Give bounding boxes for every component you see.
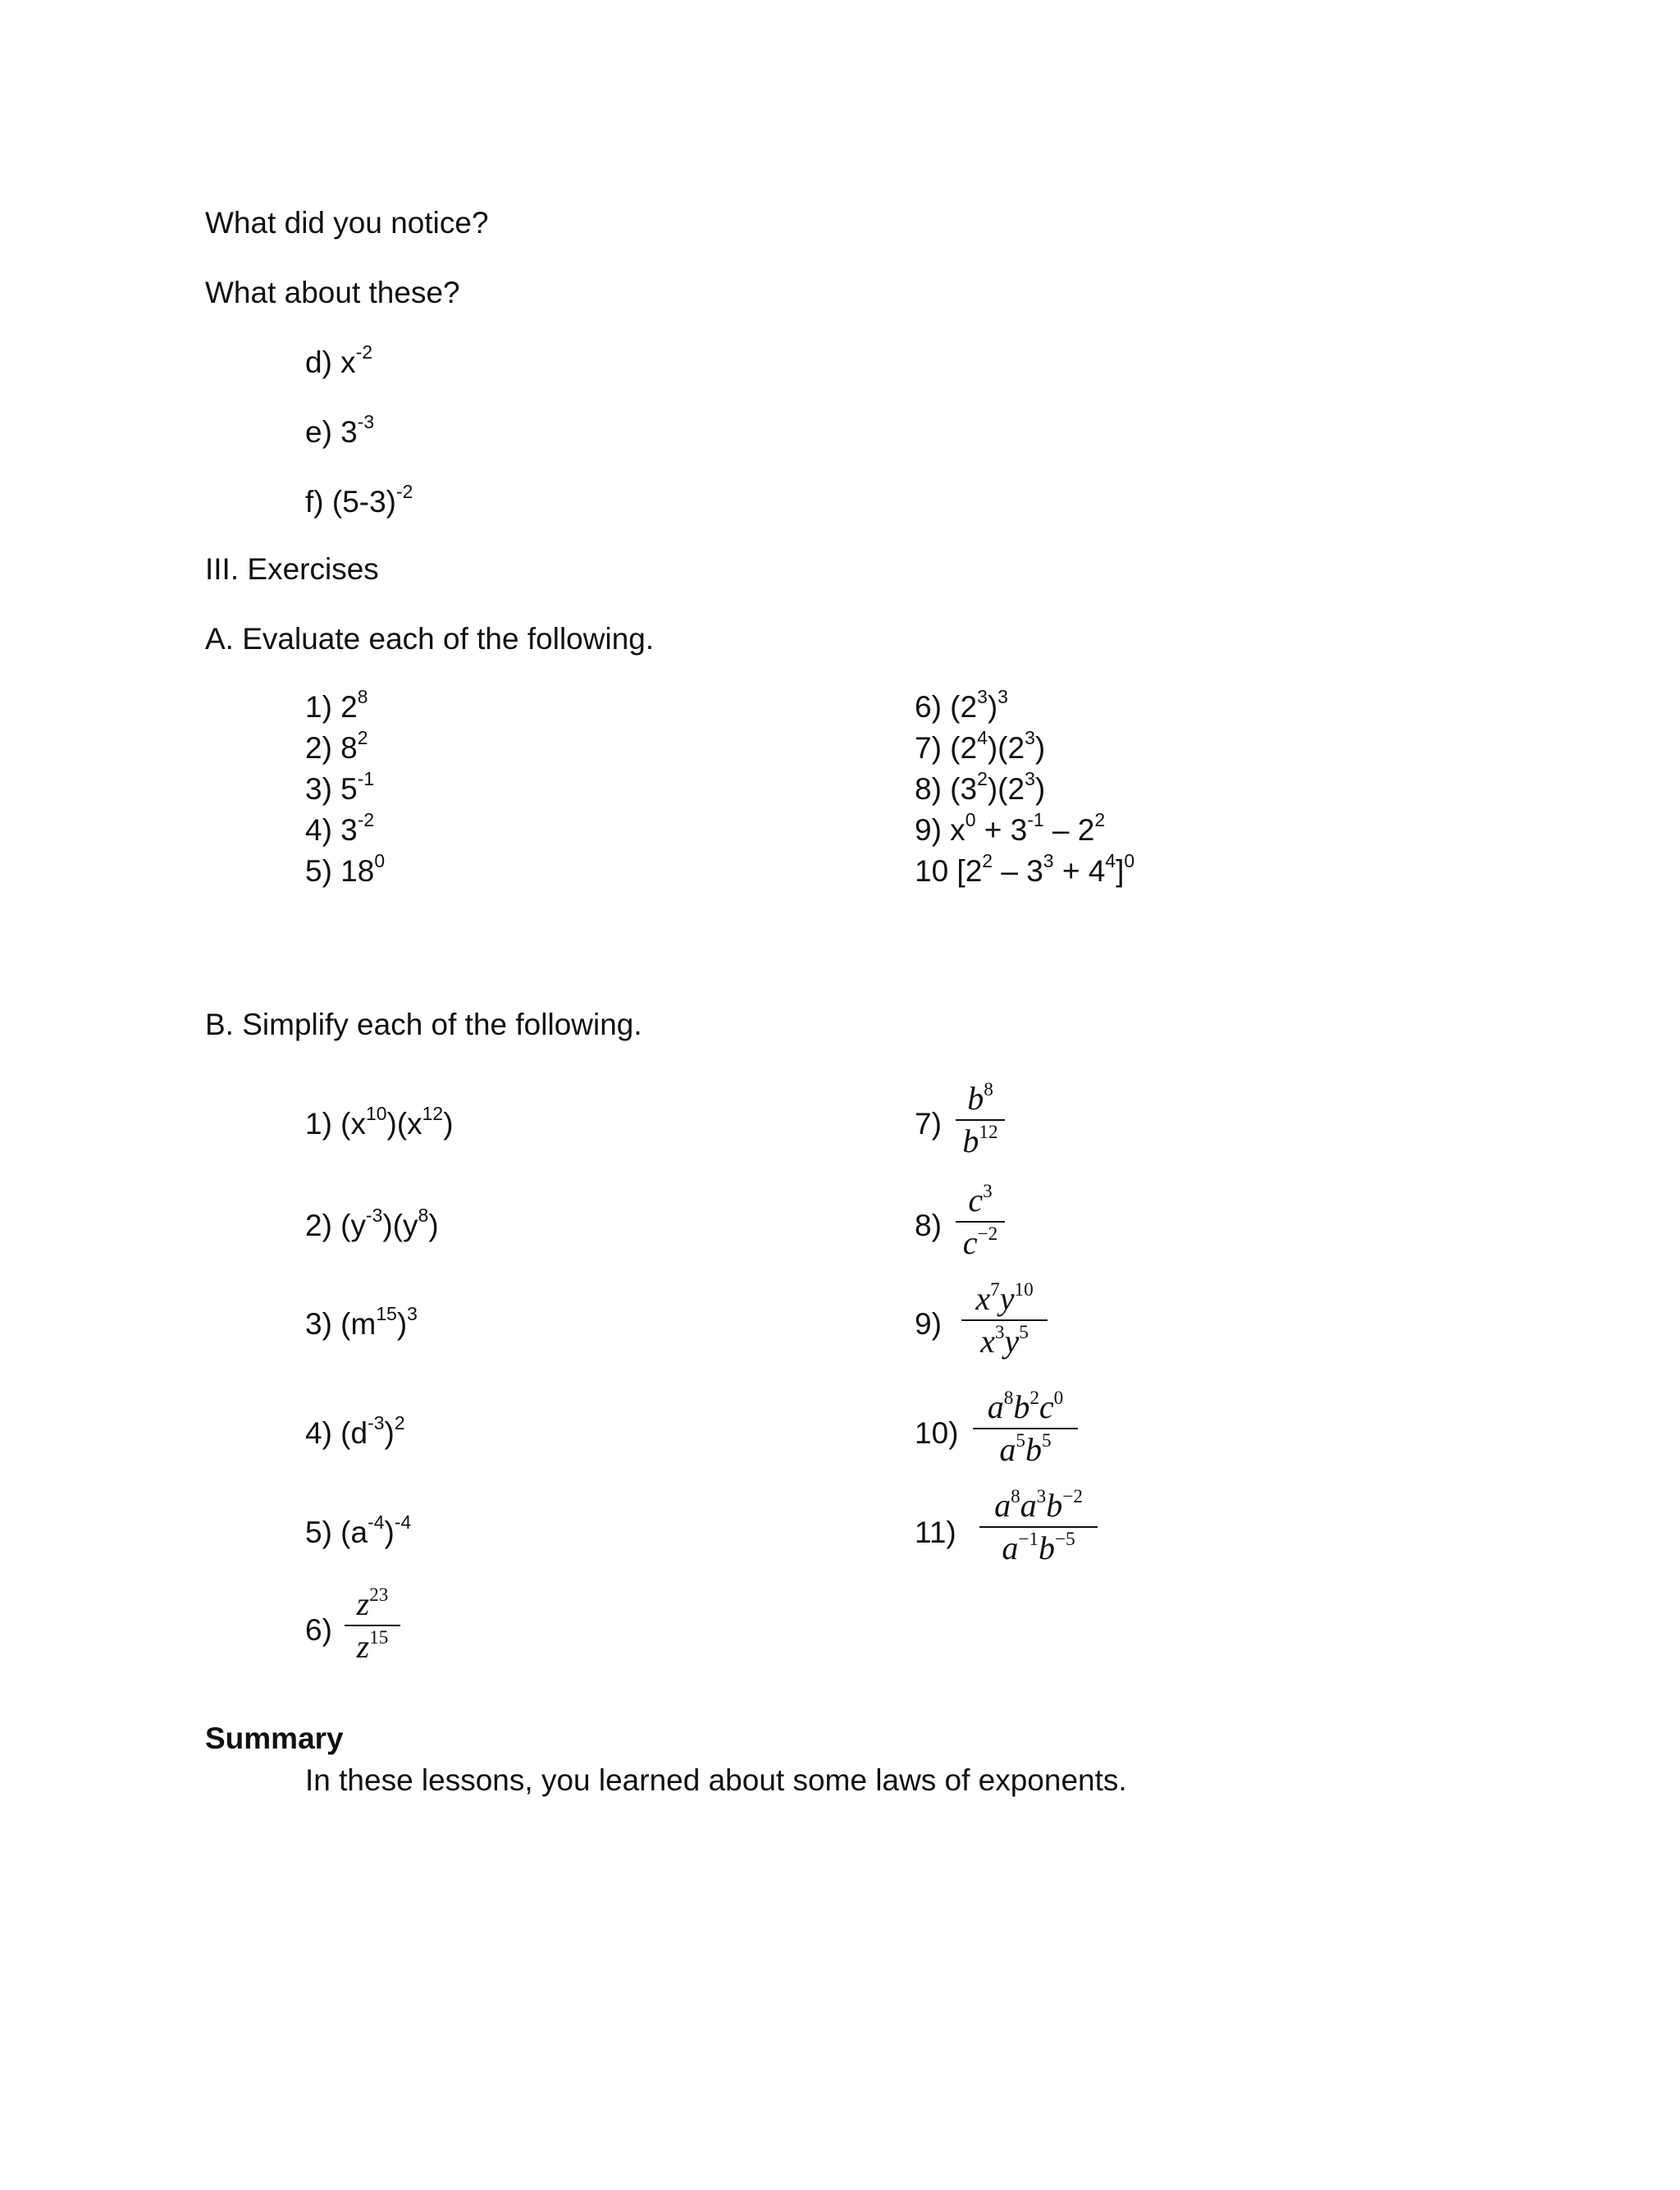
denominator: $a^{-1}b^{-5}$ [1002,1528,1075,1566]
part-a-item-1: 1) $2^8$ [305,685,368,724]
part-b-item-10-label: 10) [915,1416,959,1450]
part-b-item-10-fraction [973,1388,1078,1469]
item-f: f) $(5-3)^{-2}$ [305,480,413,519]
fraction-bar [345,1625,400,1626]
part-a-item-9: 9) $x^0 + 3^{-1} - 2^2$ [915,808,1106,847]
denominator: $b^{12}$ [962,1121,998,1159]
question-about-these: What about these? [205,276,460,309]
section-title: III. Exercises [205,552,379,586]
part-a-heading: A. Evaluate each of the following. [205,622,655,656]
denominator: $c^{-2}$ [962,1223,998,1261]
part-b-item-7-fraction [956,1080,1005,1160]
part-a-item-6: 6) $(2^3)^3$ [915,685,1008,724]
item-d: d) $x^{-2}$ [305,341,373,379]
part-a-item-5: 5) $18^0$ [305,849,386,888]
summary-text: In these lessons, you learned about some laws of exponents. [305,1763,1127,1797]
numerator: $a^8b^2c^0$ [987,1387,1064,1425]
denominator: $z^{15}$ [356,1626,389,1665]
fraction-bar [956,1221,1005,1223]
part-b-item-3: 3) $(m^{15})^3$ [305,1302,418,1341]
part-a-item-3: 3) $5^{-1}$ [305,767,375,806]
part-b-item-9-fraction [961,1280,1048,1360]
part-b-item-2: 2) $(y^{-3})(y^8)$ [305,1204,439,1242]
fraction-bar [979,1526,1098,1528]
part-b-item-4: 4) $(d^{-3})^2$ [305,1411,405,1450]
denominator: $x^3y^5$ [980,1321,1029,1360]
part-b-item-9-label: 9) [915,1307,942,1341]
part-b-heading: B. Simplify each of the following. [205,1008,642,1041]
fraction-bar [973,1428,1078,1429]
part-b-item-6-fraction [345,1585,400,1666]
part-a-item-2: 2) $8^2$ [305,726,368,765]
numerator: $a^8a^3b^{-2}$ [994,1485,1083,1524]
numerator: $c^3$ [968,1180,993,1218]
part-b-item-11-fraction [979,1487,1098,1567]
item-e: e) $3^{-3}$ [305,410,375,449]
part-b-item-6-label: 6) [305,1613,332,1647]
denominator: $a^5b^5$ [999,1429,1052,1468]
fraction-bar [961,1319,1048,1321]
numerator: $x^7y^{10}$ [975,1278,1034,1317]
numerator: $z^{23}$ [356,1584,389,1622]
summary-title: Summary [205,1721,344,1755]
part-b-item-11-label: 11) [915,1516,956,1549]
part-b-item-1: 1) $(x^{10})(x^{12})$ [305,1102,454,1141]
fraction-bar [956,1119,1005,1121]
part-a-item-8: 8) $(3^2)(2^3)$ [915,767,1046,806]
part-b-item-8-fraction [956,1182,1005,1262]
part-a-item-4: 4) $3^{-2}$ [305,808,375,847]
numerator: $b^8$ [967,1078,993,1117]
part-a-item-7: 7) $(2^4)(2^3)$ [915,726,1046,765]
part-b-item-5: 5) $(a^{-4})^{-4}$ [305,1511,412,1549]
part-b-item-7-label: 7) [915,1107,942,1141]
question-notice: What did you notice? [205,206,489,240]
part-b-item-8-label: 8) [915,1209,942,1242]
part-a-item-10: 10 $[2^2 - 3^3 + 4^4]^0$ [915,849,1135,888]
